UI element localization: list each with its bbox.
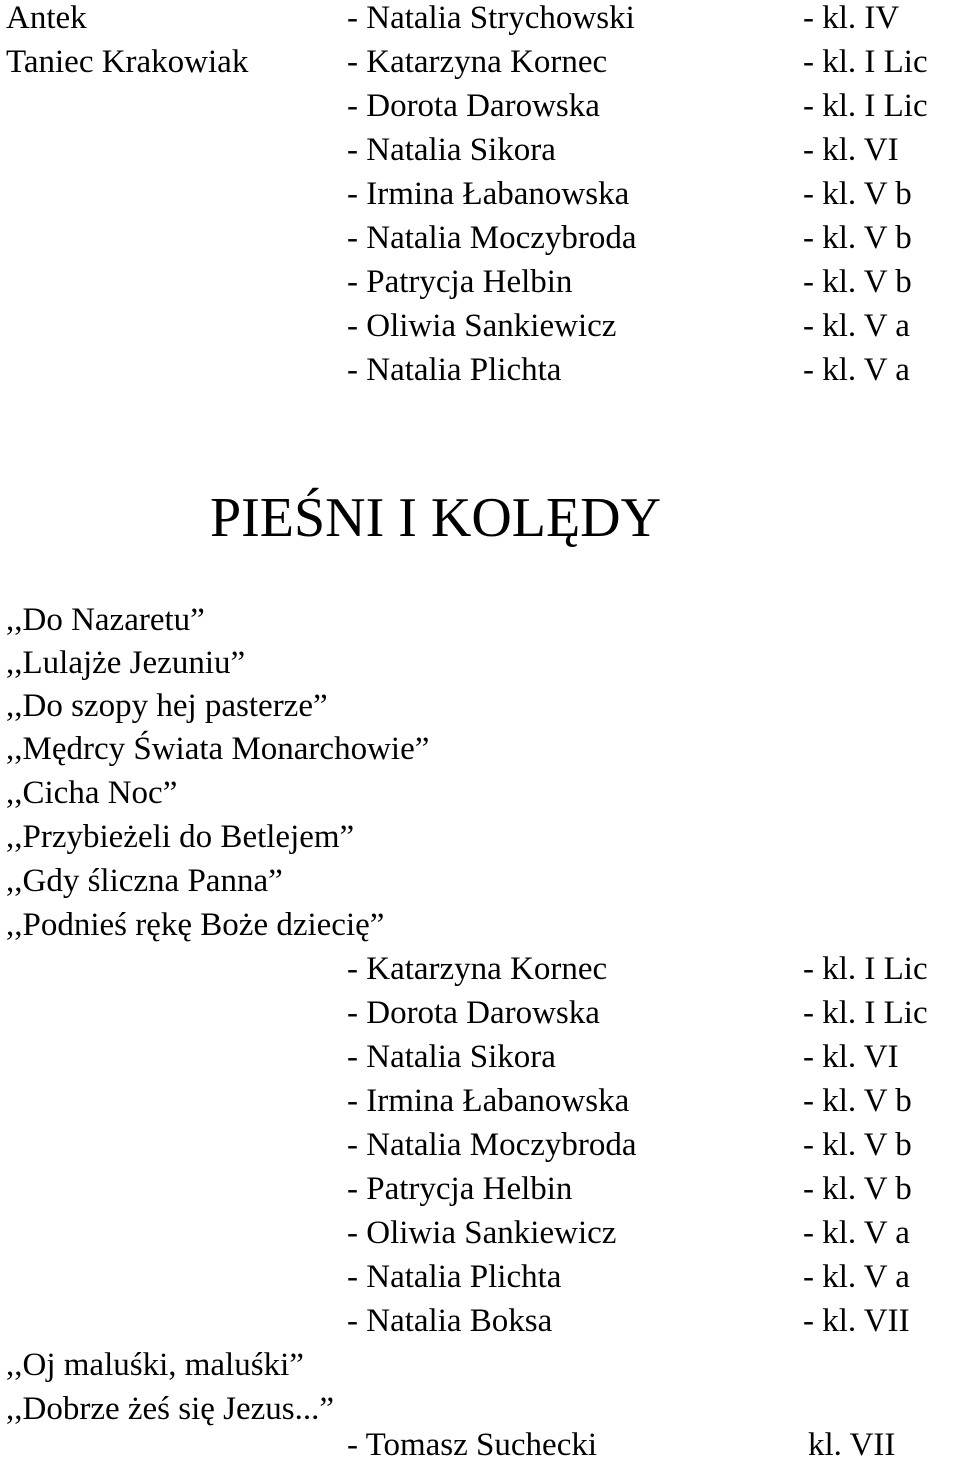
class-label: - kl. V b (803, 176, 912, 212)
performer-row (0, 1255, 960, 1299)
performer-row (0, 991, 960, 1035)
song-title: ,,Cicha Noc” (6, 775, 178, 811)
performer-name: - Natalia Moczybroda (347, 220, 637, 256)
performer-name: - Natalia Boksa (347, 1303, 553, 1339)
class-label: - kl. I Lic (803, 88, 928, 124)
class-label: - kl. V b (803, 1083, 912, 1119)
song-title: ,,Oj maluśki, maluśki” (6, 1347, 304, 1383)
performer-name: - Natalia Sikora (347, 132, 556, 168)
song-title: ,,Podnieś rękę Boże dziecię” (6, 907, 385, 943)
program-row (0, 0, 960, 40)
program-row (0, 40, 960, 84)
performer-name: - Oliwia Sankiewicz (347, 1215, 617, 1251)
performer-name: - Oliwia Sankiewicz (347, 308, 617, 344)
class-label: - kl. V a (803, 1215, 910, 1251)
performer-name: - Natalia Plichta (347, 352, 562, 388)
song-title: ,,Do szopy hej pasterze” (6, 688, 328, 724)
program-row (0, 304, 960, 348)
performer-name: - Patrycja Helbin (347, 1171, 573, 1207)
song-title: ,,Dobrze żeś się Jezus...” (6, 1391, 335, 1427)
class-label: - kl. VI (803, 1039, 899, 1075)
class-label: - kl. V a (803, 1259, 910, 1295)
performer-name: - Dorota Darowska (347, 88, 600, 124)
song-title: ,,Gdy śliczna Panna” (6, 863, 283, 899)
program-row (0, 348, 960, 392)
class-label: - kl. I Lic (803, 44, 928, 80)
performer-row (0, 1211, 960, 1255)
class-label: - kl. VII (803, 1303, 910, 1339)
class-label: - kl. V b (803, 264, 912, 300)
item-title: Taniec Krakowiak (6, 44, 249, 80)
song-title: ,,Mędrcy Świata Monarchowie” (6, 731, 430, 767)
class-label: - kl. V a (803, 352, 910, 388)
performer-name: - Natalia Moczybroda (347, 1127, 637, 1163)
song-title: ,,Przybieżeli do Betlejem” (6, 819, 355, 855)
song-title: ,,Do Nazaretu” (6, 602, 205, 638)
performer-name: - Natalia Strychowski (347, 0, 635, 36)
song-title: ,,Lulajże Jezuniu” (6, 645, 246, 681)
performer-row (0, 1079, 960, 1123)
item-title: Antek (6, 0, 87, 36)
class-label: - kl. IV (803, 0, 900, 36)
performer-row (0, 1423, 960, 1467)
class-label: - kl. V b (803, 1171, 912, 1207)
performer-name: - Irmina Łabanowska (347, 176, 630, 212)
performer-row (0, 947, 960, 991)
performer-name: - Irmina Łabanowska (347, 1083, 630, 1119)
class-label: - kl. V b (803, 220, 912, 256)
performer-row (0, 1035, 960, 1079)
class-label: - kl. V a (803, 308, 910, 344)
program-row (0, 84, 960, 128)
performer-name: - Katarzyna Kornec (347, 44, 608, 80)
program-row (0, 260, 960, 304)
performer-row (0, 1299, 960, 1343)
class-label: - kl. I Lic (803, 995, 928, 1031)
program-row (0, 128, 960, 172)
performer-name: - Dorota Darowska (347, 995, 600, 1031)
class-label: - kl. I Lic (803, 951, 928, 987)
performer-row (0, 1123, 960, 1167)
performer-name: - Tomasz Suchecki (347, 1427, 598, 1463)
performer-name: - Natalia Plichta (347, 1259, 562, 1295)
class-label: kl. VII (808, 1427, 896, 1463)
section-heading-text: PIEŚNI I KOLĘDY (210, 487, 662, 549)
performer-name: - Patrycja Helbin (347, 264, 573, 300)
program-row (0, 172, 960, 216)
class-label: - kl. V b (803, 1127, 912, 1163)
performer-name: - Katarzyna Kornec (347, 951, 608, 987)
performer-name: - Natalia Sikora (347, 1039, 556, 1075)
class-label: - kl. VI (803, 132, 899, 168)
program-row (0, 216, 960, 260)
performer-row (0, 1167, 960, 1211)
